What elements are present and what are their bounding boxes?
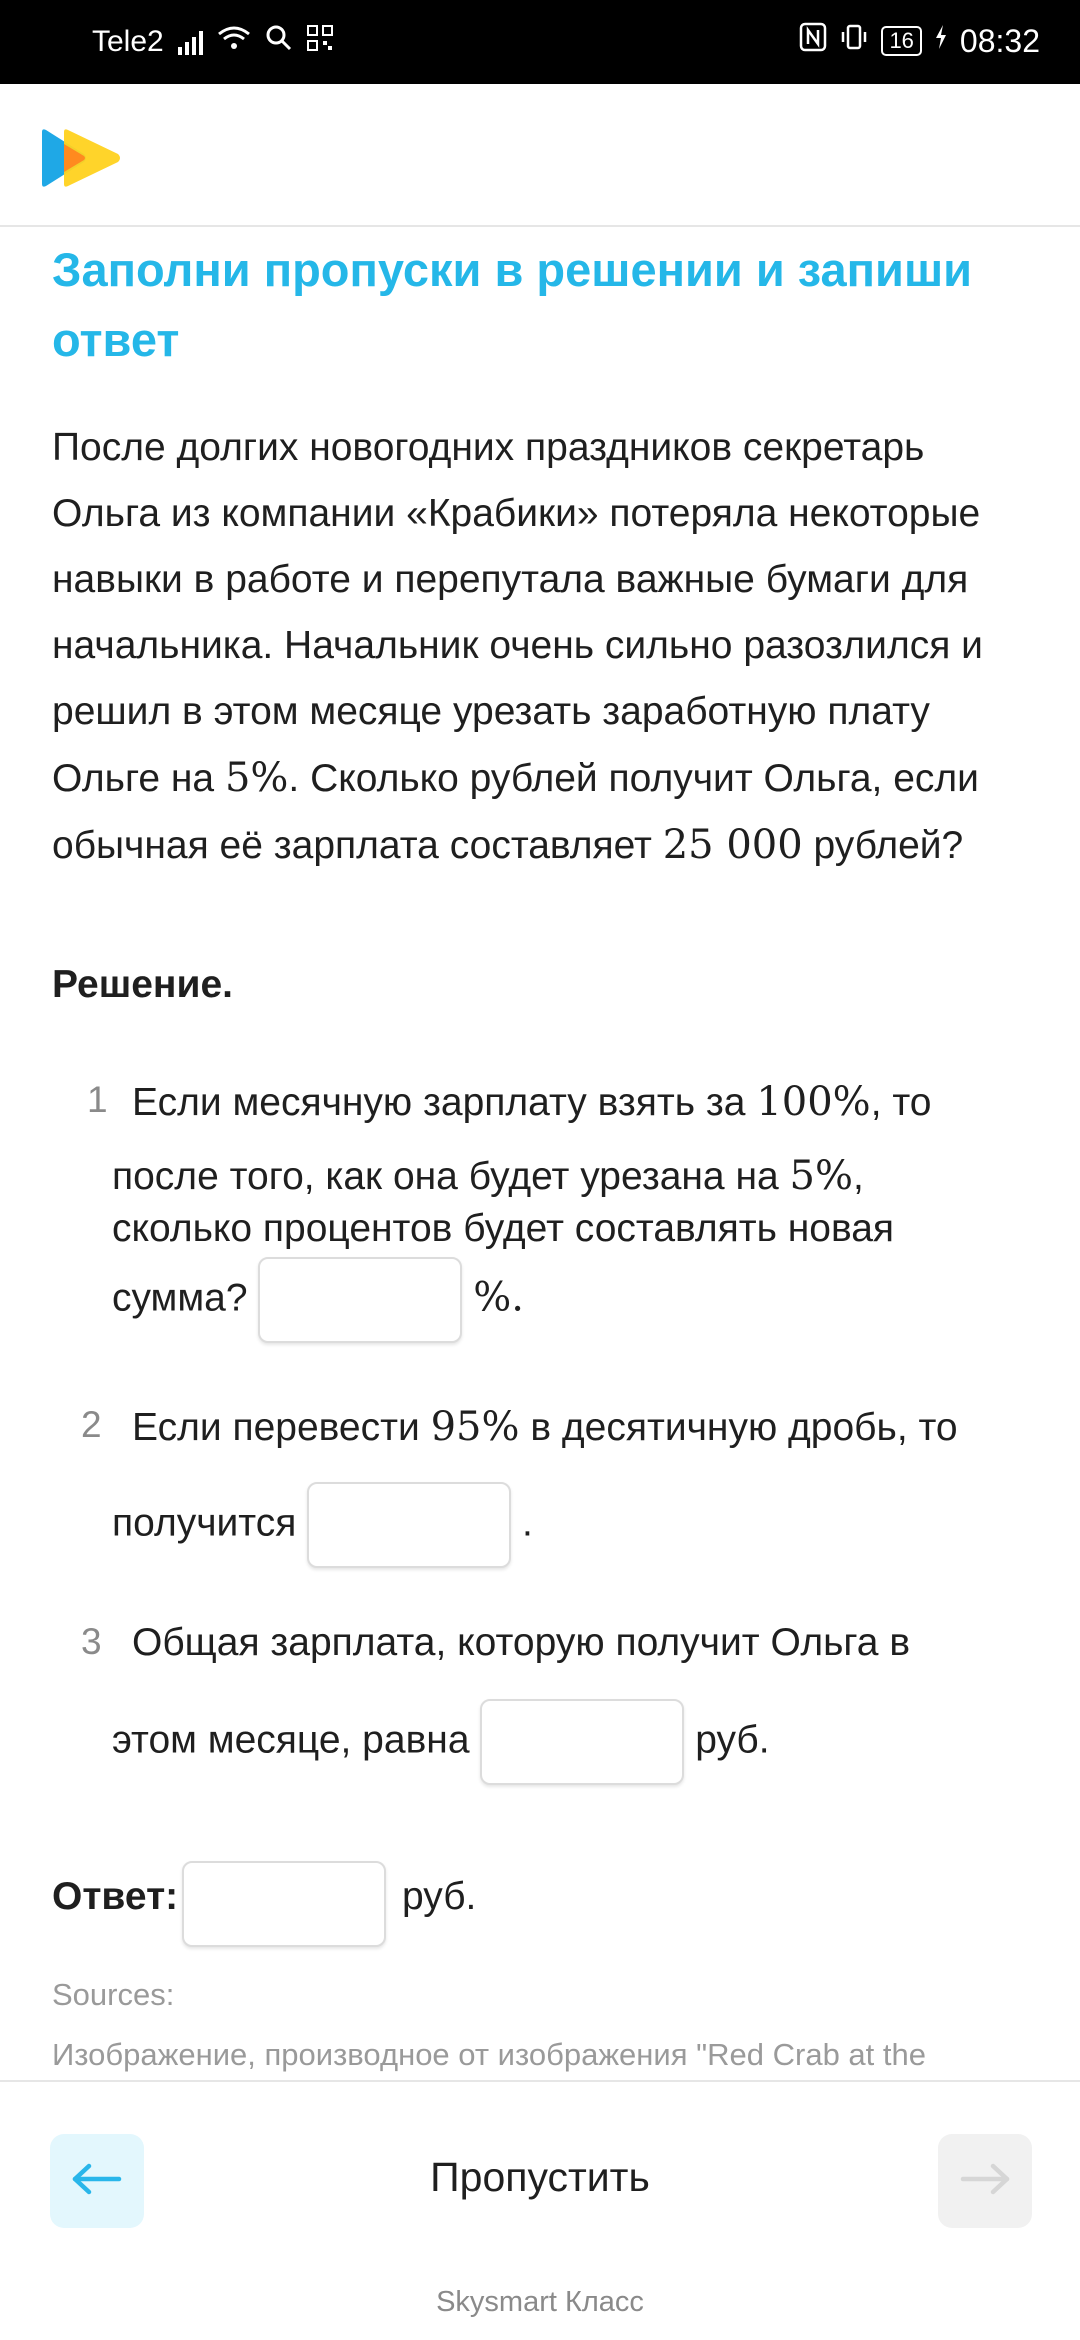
back-button[interactable] (50, 2134, 144, 2228)
answer-label: Ответ: (52, 1875, 179, 1918)
next-button[interactable] (938, 2134, 1032, 2228)
vibrate-icon (839, 22, 869, 60)
salary-input[interactable] (480, 1699, 684, 1785)
step-line (112, 1257, 524, 1343)
step-text: . (522, 1501, 533, 1545)
step-line (132, 1404, 958, 1450)
step-math: 5% (789, 1153, 853, 1199)
brand-footer: Skysmart Класс (436, 2286, 644, 2318)
signal-icon (178, 29, 203, 55)
step-text: руб. (695, 1718, 770, 1762)
arrow-right-icon (959, 2163, 1011, 2200)
step-text: Если перевести (132, 1406, 431, 1449)
step-text: в десятичную дробь, то (519, 1406, 958, 1449)
percent-input[interactable] (258, 1257, 462, 1343)
step-number: 1 (87, 1079, 108, 1120)
step-math: 100% (756, 1079, 871, 1125)
step-text: сумма? (112, 1276, 259, 1320)
arrow-left-icon (71, 2163, 123, 2200)
battery-icon: 16 (881, 26, 921, 56)
solution-heading: Решение. (52, 963, 233, 1006)
step-text: , (852, 1155, 864, 1198)
problem-text (52, 415, 1042, 879)
clock: 08:32 (959, 22, 1040, 59)
problem-part: . Сколько рублей получит Ольга, если обычная её зарплата составляет (52, 757, 979, 867)
step-text: после того, как она будет урезана на (112, 1155, 790, 1198)
step-line (132, 1079, 931, 1125)
decimal-input[interactable] (307, 1482, 511, 1568)
bottom-nav (0, 2080, 1080, 2340)
step-line (112, 1482, 533, 1568)
step-text: Если месячную зарплату взять за (132, 1081, 757, 1124)
step-line (112, 1699, 770, 1785)
wifi-icon (217, 24, 251, 60)
step-line: Общая зарплата, которую получит Ольга в (132, 1621, 911, 1664)
problem-part: После долгих новогодних праздников секретарь Ольга из компании «Крабики» потеряла некоторые навыки в работе и перепутала важные бумаги для начальника. Начальник очень сильно разозлился и решил в этом месяце урезать заработную плату Ольге на (52, 426, 983, 800)
problem-part: рублей? (802, 824, 964, 867)
step-line (112, 1153, 864, 1199)
problem-value: 5% (224, 755, 289, 801)
step-line: сколько процентов будет составлять новая (112, 1207, 895, 1250)
step-math: 95% (430, 1404, 520, 1450)
task-content[interactable] (0, 229, 1080, 2080)
status-bar (0, 0, 1080, 84)
step-text: %. (473, 1274, 524, 1321)
answer-input[interactable] (182, 1861, 386, 1947)
problem-value: 25 000 (662, 822, 803, 868)
app-header (0, 84, 1080, 227)
charging-icon (934, 24, 948, 58)
search-icon (265, 24, 293, 60)
step-text: , то (870, 1081, 932, 1124)
answer-unit: руб. (402, 1875, 477, 1918)
step-number: 3 (81, 1621, 102, 1662)
step-text: этом месяце, равна (112, 1718, 481, 1762)
skip-button[interactable]: Пропустить (430, 2154, 650, 2200)
nfc-icon (799, 22, 827, 60)
skysmart-logo (40, 128, 124, 188)
qr-icon (307, 25, 333, 59)
task-title: Заполни пропуски в решении и запиши ответ (52, 243, 973, 366)
step-text: получится (112, 1501, 308, 1545)
carrier-name: Tele2 (92, 25, 164, 58)
sources-label: Sources: (52, 1977, 175, 2012)
sources-text: Изображение, производное от изображения "Red Crab at the (52, 2037, 926, 2072)
step-number: 2 (81, 1404, 102, 1445)
